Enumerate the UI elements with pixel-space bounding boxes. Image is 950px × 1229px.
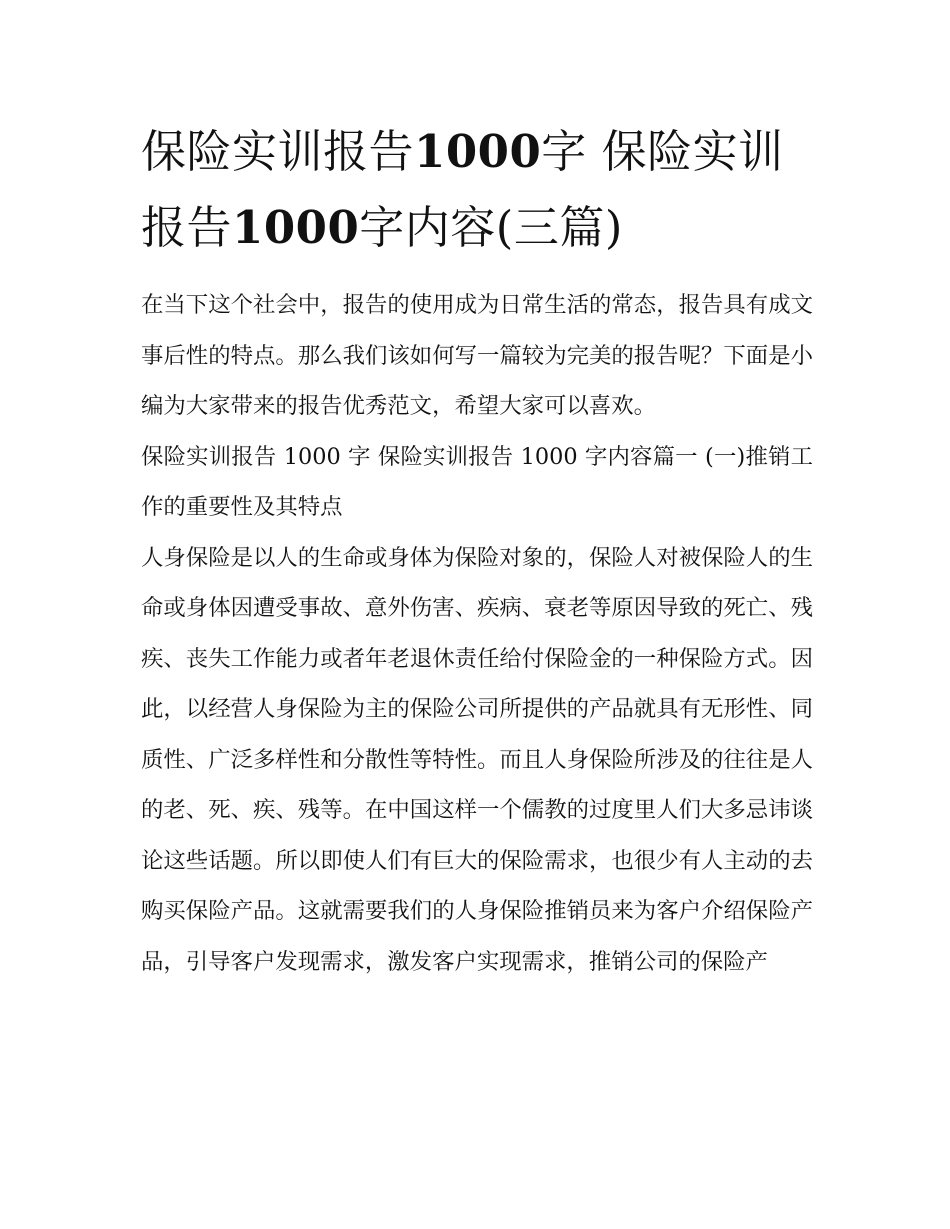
document-body [141,114,813,987]
title-number: 1000 [414,125,542,178]
title-text: 保险实训报告 [141,125,415,178]
section-heading: 保险实训报告 1000 字 保险实训报告 1000 字内容篇一 (一)推销工作的重要性及其特点 [141,443,813,520]
title-text: 字内容(三篇) [359,201,623,254]
document-title [141,114,813,266]
title-text: 字 保险实训报告 [141,125,784,254]
intro-paragraph: 在当下这个社会中，报告的使用成为日常生活的常态，报告具有成文事后性的特点。那么我们该如何写一篇较为完美的报告呢？下面是小编为大家带来的报告优秀范文，希望大家可以喜欢。 [141,292,813,419]
title-number: 1000 [232,201,360,254]
body-paragraph: 人身保险是以人的生命或身体为保险对象的，保险人对被保险人的生命或身体因遭受事故、意外伤害、疾病、衰老等原因导致的死亡、残疾、丧失工作能力或者年老退休责任给付保险金的一种保险方式。因此，以经营人身保险为主的保险公司所提供的产品就具有无形性、同质性、广泛多样性和分散性等特性。而且人身保险所涉及的往往是人的老、死、疾、残等。在中国这样一个儒教的过度里人们大多忌讳谈论这些话题。所以即使人们有巨大的保险需求，也很少有人主动的去购买保险产品。这就需要我们的人身保险推销员来为客户介绍保险产品，引导客户发现需求，激发客户实现需求，推销公司的保险产 [141,544,813,975]
